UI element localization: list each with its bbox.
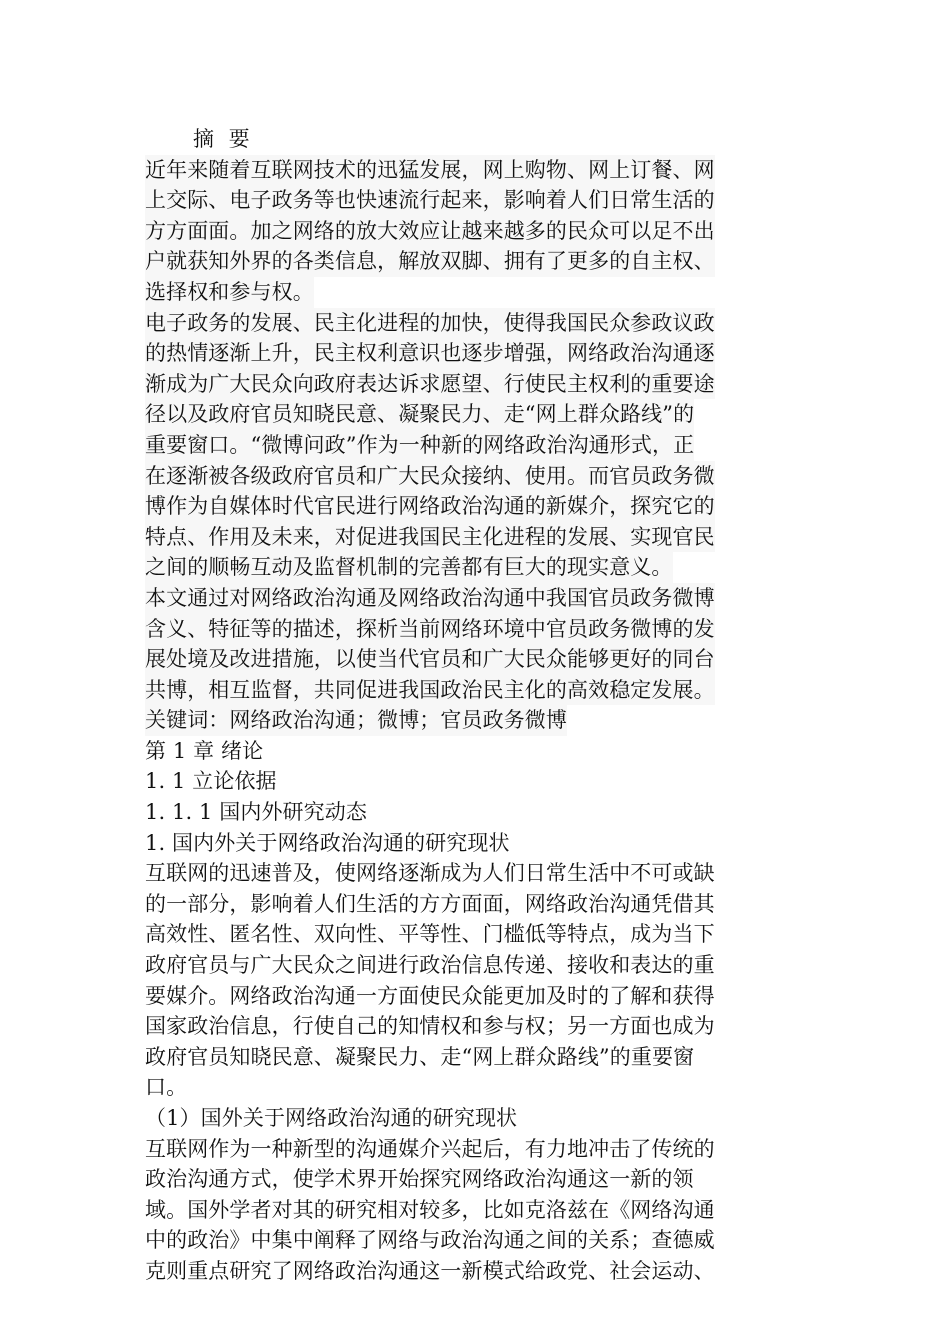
text-line: 电子政务的发展、民主化进程的加快，使得我国民众参政议政 — [145, 308, 800, 339]
abstract-heading: 摘 要 — [193, 127, 254, 151]
text-line: 克则重点研究了网络政治沟通这一新模式给政党、社会运动、 — [145, 1258, 715, 1283]
text-line: 含义、特征等的描述，探析当前网络环境中官员政务微博的发 — [145, 614, 800, 645]
text-line: 共博，相互监督，共同促进我国政治民主化的高效稳定发展。 — [145, 675, 800, 706]
text-line: 选择权和参与权。 — [145, 277, 800, 308]
text-line: 高效性、匿名性、双向性、平等性、门槛低等特点，成为当下 — [145, 922, 715, 947]
text-line: 户就获知外界的各类信息，解放双脚、拥有了更多的自主权、 — [145, 246, 800, 277]
text-line: 政府官员知晓民意、凝聚民力、走“网上群众路线”的重要窗 — [145, 1044, 695, 1069]
text-line: 的一部分，影响着人们生活的方方面面，网络政治沟通凭借其 — [145, 891, 715, 916]
text-line: 渐成为广大民众向政府表达诉求愿望、行使民主权利的重要途 — [145, 369, 800, 400]
text-line: 域。国外学者对其的研究相对较多，比如克洛兹在《网络沟通 — [145, 1197, 715, 1222]
section-heading: 1. 1 立论依据 — [145, 769, 277, 794]
text-line: 特点、作用及未来，对促进我国民主化进程的发展、实现官民 — [145, 522, 800, 553]
text-line: 互联网作为一种新型的沟通媒介兴起后，有力地冲击了传统的 — [145, 1136, 715, 1161]
text-line: 的热情逐渐上升，民主权利意识也逐步增强，网络政治沟通逐 — [145, 338, 800, 369]
text-line: 互联网的迅速普及，使网络逐渐成为人们日常生活中不可或缺 — [145, 861, 715, 886]
text-line: 国家政治信息，行使自己的知情权和参与权；另一方面也成为 — [145, 1014, 715, 1039]
topic-heading: 1. 国内外关于网络政治沟通的研究现状 — [145, 830, 510, 855]
text-line: 上交际、电子政务等也快速流行起来，影响着人们日常生活的 — [145, 185, 800, 216]
text-line: 方方面面。加之网络的放大效应让越来越多的民众可以足不出 — [145, 216, 800, 247]
keywords-line: 关键词：网络政治沟通；微博；官员政务微博 — [145, 705, 800, 736]
text-line: 口。 — [145, 1075, 188, 1100]
text-line: 径以及政府官员知晓民意、凝聚民力、走“网上群众路线”的 — [145, 399, 800, 430]
text-line: 政治沟通方式，使学术界开始探究网络政治沟通这一新的领 — [145, 1167, 694, 1192]
text-line: 之间的顺畅互动及监督机制的完善都有巨大的现实意义。 — [145, 552, 800, 583]
text-line: 政府官员与广大民众之间进行政治信息传递、接收和表达的重 — [145, 953, 715, 978]
document-page — [145, 124, 800, 1287]
text-line: 展处境及改进措施，以使当代官员和广大民众能够更好的同台 — [145, 644, 800, 675]
subsection-heading: 1. 1. 1 国内外研究动态 — [145, 800, 367, 825]
text-line: 重要窗口。“微博问政”作为一种新的网络政治沟通形式，正 — [145, 430, 800, 461]
text-line: 中的政治》中集中阐释了网络与政治沟通之间的关系；查德威 — [145, 1228, 715, 1253]
text-line: 在逐渐被各级政府官员和广大民众接纳、使用。而官员政务微 — [145, 461, 800, 492]
text-line: 要媒介。网络政治沟通一方面使民众能更加及时的了解和获得 — [145, 983, 715, 1008]
text-line: 近年来随着互联网技术的迅猛发展，网上购物、网上订餐、网 — [145, 155, 800, 186]
text-line: 博作为自媒体时代官民进行网络政治沟通的新媒介，探究它的 — [145, 491, 800, 522]
chapter-heading: 第 1 章 绪论 — [145, 738, 264, 763]
subtopic-heading: （1）国外关于网络政治沟通的研究现状 — [145, 1106, 518, 1130]
text-line: 本文通过对网络政治沟通及网络政治沟通中我国官员政务微博 — [145, 583, 800, 614]
